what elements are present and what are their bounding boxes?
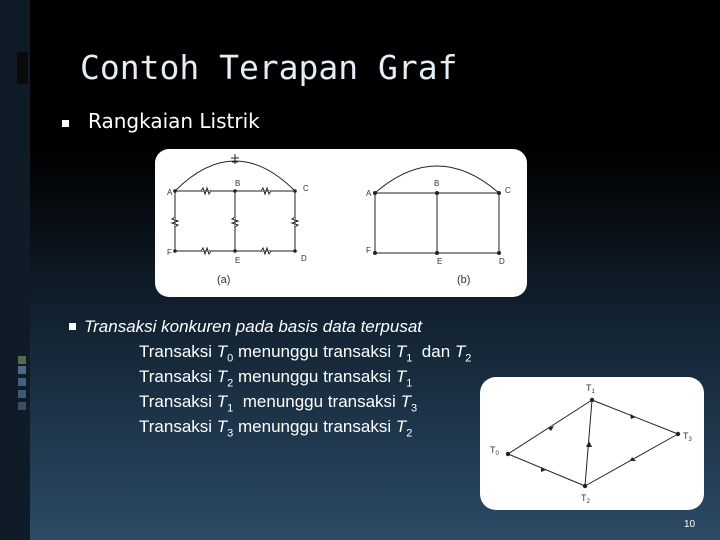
var: T xyxy=(395,342,407,361)
node-label: F xyxy=(366,246,371,255)
subscript: 0 xyxy=(227,352,234,365)
subscript: 2 xyxy=(227,377,234,390)
slide-title: Contoh Terapan Graf xyxy=(80,48,458,87)
page-number: 10 xyxy=(684,519,696,530)
edge-t0-t2 xyxy=(508,454,585,486)
line-mid: menunggu transaksi xyxy=(233,392,401,411)
caption-b: (b) xyxy=(457,274,471,286)
arrowhead xyxy=(586,441,592,447)
sidebar-strip xyxy=(0,0,30,540)
transaction-line xyxy=(139,367,412,389)
node-label: A xyxy=(167,188,173,197)
var: T xyxy=(395,367,407,386)
var: T xyxy=(400,392,411,411)
line-extra: dan xyxy=(412,342,455,361)
node-t1: $T_1$ xyxy=(586,383,595,395)
wait-for-graph-svg xyxy=(480,377,704,510)
sidebar-square xyxy=(18,366,26,374)
node-label: C xyxy=(505,186,511,195)
line-prefix: Transaksi xyxy=(139,392,217,411)
line-prefix: Transaksi xyxy=(139,367,217,386)
node-label: B xyxy=(434,179,440,188)
resistor xyxy=(292,217,298,227)
subscript: 2 xyxy=(465,352,472,365)
bullet-transaksi: Transaksi konkuren pada basis data terpusat xyxy=(84,317,422,336)
var: T xyxy=(395,417,407,436)
bullet-marker xyxy=(69,323,76,330)
var: T xyxy=(454,342,466,361)
transaction-line xyxy=(139,342,471,364)
caption-a: (a) xyxy=(217,274,231,286)
subscript: 1 xyxy=(406,377,413,390)
node-label: F xyxy=(167,248,172,257)
node-label: D xyxy=(301,254,307,263)
var: T xyxy=(216,367,228,386)
transaction-line xyxy=(139,417,412,439)
sidebar-square xyxy=(18,390,26,398)
wait-for-graph xyxy=(480,377,704,510)
node-t2: $T_2$ xyxy=(581,493,590,505)
resistor xyxy=(172,217,178,227)
sidebar-square xyxy=(18,402,26,410)
node-label: A xyxy=(366,189,372,198)
line-prefix: Transaksi xyxy=(139,342,217,361)
sidebar-square xyxy=(18,378,26,386)
subscript: 2 xyxy=(406,427,413,440)
subscript: 3 xyxy=(410,402,418,415)
var: T xyxy=(216,392,228,411)
subscript: 1 xyxy=(227,402,234,415)
node-label: E xyxy=(235,256,241,265)
resistor xyxy=(232,217,238,227)
transaction-line xyxy=(139,392,417,414)
bullet-marker xyxy=(62,120,69,127)
edge-t0-t1 xyxy=(508,400,592,454)
node-label: B xyxy=(235,179,241,188)
circuit-svg xyxy=(155,149,527,297)
subscript: 3 xyxy=(227,427,234,440)
resistor xyxy=(201,188,211,194)
sidebar-square xyxy=(18,356,26,364)
subscript: 1 xyxy=(406,352,413,365)
line-mid: menunggu transaksi xyxy=(233,342,396,361)
resistor xyxy=(261,248,271,254)
line-mid: menunggu transaksi xyxy=(233,367,396,386)
node-label: E xyxy=(437,257,443,266)
node-label: C xyxy=(303,184,309,193)
bullet-rangkaian: Rangkaian Listrik xyxy=(88,109,260,133)
resistor xyxy=(201,248,211,254)
line-prefix: Transaksi xyxy=(139,417,217,436)
node-label: D xyxy=(499,257,505,266)
resistor xyxy=(261,188,271,194)
sidebar-marker xyxy=(17,52,28,84)
var: T xyxy=(216,342,228,361)
node-t3: $T_3$ xyxy=(683,431,692,443)
line-mid: menunggu transaksi xyxy=(233,417,396,436)
circuit-diagram xyxy=(155,149,527,297)
var: T xyxy=(216,417,228,436)
node-t0: $T_0$ xyxy=(490,445,499,457)
arrowhead xyxy=(630,414,636,419)
